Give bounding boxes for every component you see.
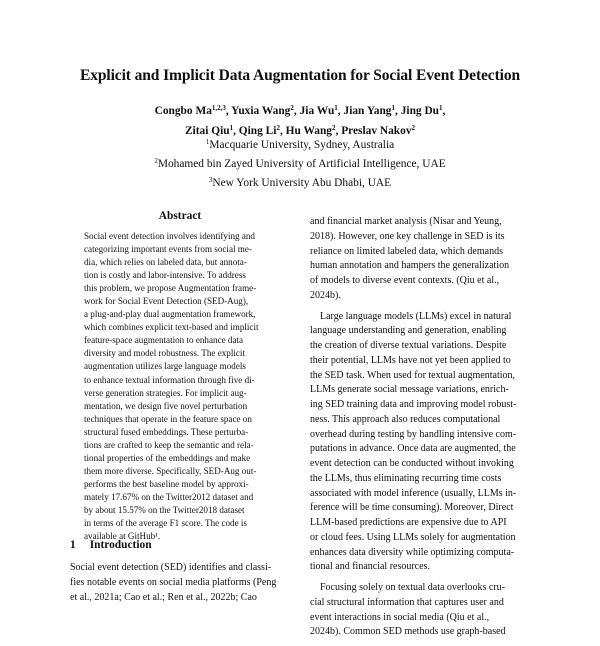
body-text-line: or cloud fees. Using LLMs solely for augmentation [310, 531, 516, 543]
abstract-line: mentation, we design five novel perturbation [84, 400, 248, 411]
body-text-line: 2024b). Common SED methods use graph-based [310, 626, 506, 638]
body-text-line: and financial market analysis (Nisar and Yeung, [310, 216, 502, 227]
body-text-line: ness. This approach also reduces computational [310, 413, 501, 425]
body-text-line: associated with model inference (usually, LLMs in- [310, 487, 517, 499]
abstract-line: which combines explicit text-based and implicit [84, 322, 259, 333]
body-text-line: the SED task. When used for textual augmentation, [310, 369, 516, 381]
abstract-line: tions are crafted to keep the semantic and rela- [84, 439, 254, 450]
body-text-line: of models to diverse event contexts. (Qiu et al., [310, 275, 500, 286]
body-text-line: 2024b). [310, 289, 341, 301]
body-text-line: tional and financial resources. [310, 561, 430, 573]
body-text-line: et al., 2021a; Cao et al.; Ren et al., 2022b; Cao [70, 591, 257, 603]
abstract-line: this problem, we propose Augmentation frame- [84, 283, 257, 294]
body-text-line: the creation of diverse textual variations. Despite [310, 340, 507, 351]
affiliation-list [0, 134, 600, 191]
author-name: Qing Li [238, 125, 277, 137]
author-line-2: Zitai Qiu$^1$, Qing Li$^2$, Hu Wang$^2$, Preslav Nakov$^2$ [184, 124, 416, 137]
abstract-line: them more diverse. Specifically, SED-Aug out- [84, 465, 257, 476]
author-affiliation-mark: 1 [439, 104, 443, 112]
abstract-line: by about 15.57% on the Twitter2018 dataset [84, 504, 245, 515]
body-text-line: language understanding and generation, enabling [310, 325, 507, 337]
body-text-line: human annotation and hampers the generalization [310, 260, 510, 272]
affiliation [0, 153, 600, 172]
abstract-line: diversity and model robustness. The explicit [84, 348, 245, 359]
abstract-line: mately 17.67% on the Twitter2012 dataset and [84, 491, 254, 502]
author-affiliation-mark: 2 [290, 104, 294, 112]
abstract-line: performs the best baseline model by approxi- [84, 478, 249, 489]
body-text-line: 2018). However, one key challenge in SED is its [310, 230, 505, 242]
body-text-line: event detection can be conducted without invoking [310, 458, 514, 469]
abstract-line: structural fused embeddings. These perturba- [84, 426, 249, 437]
body-text-line: fies notable events on social media platforms (Peng [70, 576, 277, 588]
body-text-line: ference will be time consuming). Moreover, Direct [310, 502, 514, 514]
body-text-line: reliance on limited labeled data, which demands [310, 245, 503, 257]
author-name: Jian Yang [343, 105, 392, 117]
affiliation-mark: 1 [205, 138, 210, 146]
author-affiliation-mark: 1 [334, 104, 338, 112]
body-text-line: LLM-based predictions are expensive due to API [310, 517, 507, 528]
abstract-line: a plug-and-play dual augmentation framework, [84, 309, 256, 320]
body-text-line: overhead during testing by handling intensive com- [310, 428, 517, 440]
body-text-line: enhances data diversity while optimizing computa- [310, 546, 515, 558]
affiliation-text: Macquarie University, Sydney, Australia [209, 139, 395, 151]
abstract-line: verse generation strategies. For implicit aug- [84, 387, 247, 398]
affiliation-mark: 2 [154, 157, 158, 165]
author-affiliation-mark: 2 [411, 124, 416, 132]
abstract-line: categorizing important events from social me- [84, 244, 252, 255]
abstract-line: in terms of the average F1 score. The code is [84, 518, 247, 529]
body-text-line: cial structural information that captures user and [310, 596, 504, 608]
author-line-1: Congbo Ma$^{1,2,3}$, Yuxia Wang$^2$, Jia Wu$^1$, Jian Yang$^1$, Jing Du$^1$, [154, 104, 446, 117]
author-affiliation-mark: 1 [229, 124, 234, 132]
affiliation-mark: 3 [208, 176, 213, 184]
body-text-line: Large language models (LLMs) excel in natural [320, 310, 512, 322]
abstract-body [84, 230, 278, 543]
author-name: Jia Wu [299, 105, 335, 117]
author-affiliation-mark: 2 [276, 124, 280, 132]
abstract-line: available at GitHub¹. [84, 531, 161, 542]
introduction-text [70, 561, 298, 606]
author-name: Yuxia Wang [231, 105, 291, 117]
author-affiliation-mark: 2 [331, 124, 336, 132]
body-text-line: Focusing solely on textual data overlooks cru- [320, 582, 505, 593]
body-text-line: Social event detection (SED) identifies and classi- [70, 562, 272, 573]
abstract-line: techniques that operate in the feature space on [84, 413, 252, 424]
body-text-line: their potential, LLMs have not yet been applied to [310, 354, 511, 366]
author-affiliation-mark: 1,2,3 [211, 104, 226, 112]
paragraph [310, 581, 535, 640]
affiliation [0, 134, 600, 153]
author-name: Hu Wang [285, 125, 332, 137]
author-name: Congbo Ma [154, 105, 212, 117]
abstract-line: tional properties of the embeddings and make [84, 452, 251, 463]
body-text-line: event interactions in social media (Qiu et al., [310, 611, 490, 623]
abstract-line: to enhance textual information through five di- [84, 374, 255, 385]
affiliation-text: Mohamed bin Zayed University of Artificial Intelligence, UAE [157, 158, 446, 170]
body-text-line: LLMs generate social message variations, enrich- [310, 384, 509, 396]
right-column-text [310, 215, 535, 646]
author-name: Jing Du [400, 105, 440, 117]
body-text-line: putations in advance. Once data are augmented, the [310, 443, 516, 455]
abstract-line: dia, which relies on labeled data, but annota- [84, 257, 247, 268]
affiliation-text: New York University Abu Dhabi, UAE [212, 177, 392, 189]
paragraph [310, 215, 535, 304]
paragraph [310, 310, 535, 576]
affiliation [0, 172, 600, 191]
abstract-line: tion is costly and labor-intensive. To address [84, 270, 246, 281]
author-name: Preslav Nakov [341, 125, 412, 137]
section-heading-introduction [70, 539, 152, 551]
section-number: 1 [70, 539, 76, 551]
abstract-line: work for Social Event Detection (SED-Aug), [84, 296, 249, 307]
body-text-line: the LLMs, thus eliminating recurring time costs [310, 472, 502, 484]
abstract-line: augmentation utilizes large language models [84, 361, 246, 372]
abstract-section [70, 210, 290, 543]
abstract-line: Social event detection involves identifying and [84, 231, 255, 241]
abstract-heading: Abstract [158, 210, 202, 222]
author-name: Zitai Qiu [184, 125, 230, 137]
section-title-text: Introduction [89, 539, 152, 551]
abstract-line: feature-space augmentation to enhance data [84, 335, 244, 346]
body-text-line: ing SED training data and improving model robust- [310, 399, 517, 410]
paper-title: Explicit and Implicit Data Augmentation for Social Event Detection [79, 67, 521, 84]
author-affiliation-mark: 1 [391, 104, 396, 112]
